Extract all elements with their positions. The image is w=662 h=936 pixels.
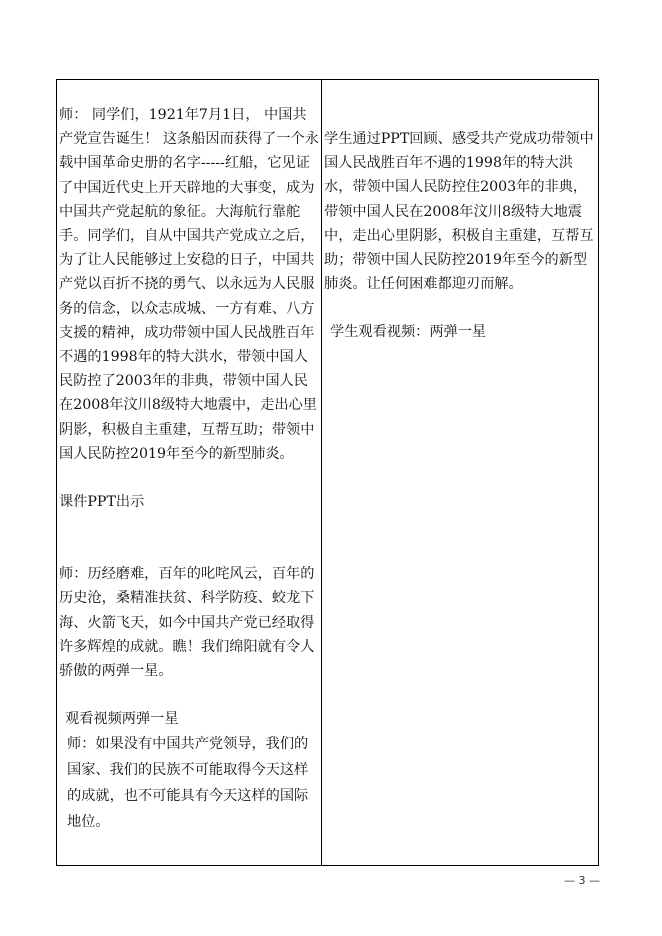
watch-video-note: 观看视频两弹一星 xyxy=(65,711,179,728)
page-number: — 3 — xyxy=(564,874,600,887)
teacher-intro-paragraph: 师： 同学们，1921年7月1日， 中国共产党宣告诞生！ 这条船因而获得了一个永载中国革命史册的名字-----红船，它见证了中国近代史上开天辟地的大事变，成为中国共产党起航的象征。大海航行靠舵手。同学们，自从中国共产党成立之后，为了让人民能够过上安稳的日子，中国共产党以百折不挠的勇气、以永远为人民服务的信念，以众志成城、一方有难、八方支援的精神，成功带领中国人民战胜百年不遇的1998年的特大洪水，带领中国人民防控了2003年的非典，带领中国人民在2008年汶川8级特大地震中，走出心里阴影，积极自主重建，互帮互助；带领中国人民防控2019年至今的新型肺炎。 xyxy=(59,107,319,462)
student-watch-note: 学生观看视频：两弹一星 xyxy=(330,324,487,341)
teacher-activity-cell xyxy=(59,103,319,835)
student-review-paragraph: 学生通过PPT回顾、感受共产党成功带领中国人民战胜百年不遇的1998年的特大洪水，带领中国人民防控住2003年的非典，带领中国人民在2008年汶川8级特大地震中，走出心里阴影，积极自主重建，互帮互助；带领中国人民防控2019年至今的新型肺炎。让任何困难都迎刃而解。 xyxy=(324,131,594,293)
ppt-show-note: 课件PPT出示 xyxy=(59,494,145,511)
column-divider xyxy=(321,80,322,865)
lesson-table xyxy=(56,79,599,866)
teacher-hardship-paragraph: 师：历经磨难，百年的叱咤风云，百年的历史沧，桑精准扶贫、科学防疫、蛟龙下海、火箭飞天，如今中国共产党已经取得许多辉煌的成就。瞧！我们绵阳就有令人骄傲的两弹一星。 xyxy=(59,566,315,680)
teacher-conclusion-paragraph: 师：如果没有中国共产党领导，我们的国家、我们的民族不可能取得今天这样的成就，也不可能具有今天这样的国际地位。 xyxy=(67,736,309,831)
student-activity-cell xyxy=(324,127,597,345)
